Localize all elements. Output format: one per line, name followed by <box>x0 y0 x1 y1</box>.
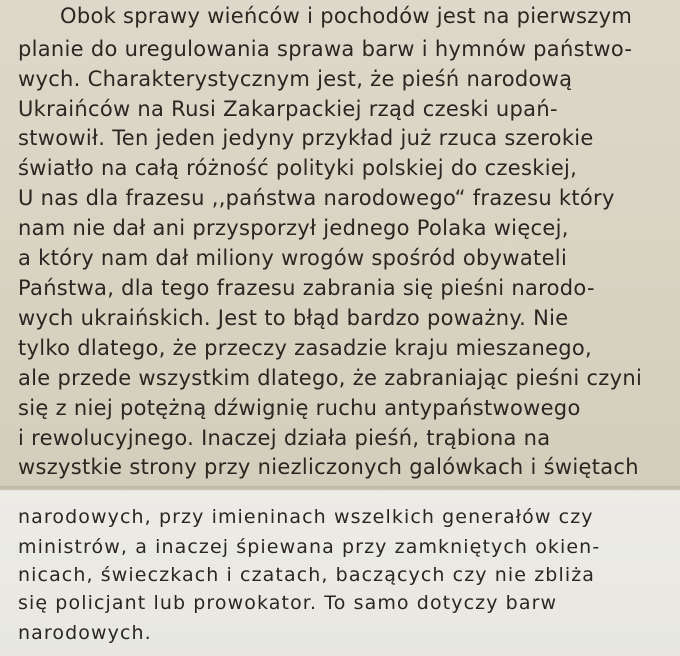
text-line: Ukraińców na Rusi Zakarpackiej rząd czeski upań- <box>18 97 558 121</box>
text-line: narodowych. <box>18 622 152 644</box>
text-line: ale przede wszystkim dlatego, że zabraniając pieśni czyni <box>18 366 643 390</box>
text-line: i rewolucyjnego. Inaczej działa pieśń, trąbiona na <box>18 426 551 450</box>
text-line: U nas dla frazesu ,,państwa narodowego“ frazesu który <box>18 186 615 210</box>
text-line: wszystkie strony przy niezliczonych galówkach i świętach <box>18 455 639 479</box>
page-fold-shadow <box>0 486 680 492</box>
text-line: tylko dlatego, że przeczy zasadzie kraju mieszanego, <box>18 336 593 360</box>
text-line: wych ukraińskich. Jest to błąd bardzo poważny. Nie <box>18 306 569 330</box>
text-line: planie do uregulowania sprawa barw i hymnów państwo- <box>18 37 633 61</box>
text-line: się policjant lub prowokator. To samo dotyczy barw <box>18 592 558 614</box>
text-line: światło na całą różność polityki polskiej do czeskiej, <box>18 156 578 180</box>
text-line: narodowych, przy imieninach wszelkich generałów czy <box>18 506 594 528</box>
text-line: Państwa, dla tego frazesu zabrania się pieśni narodo- <box>18 276 595 300</box>
text-line: ministrów, a inaczej śpiewana przy zamkniętych okien- <box>18 536 601 558</box>
text-line: nicach, świeczkach i czatach, baczących czy nie zbliża <box>18 564 596 586</box>
text-line: stwowił. Ten jeden jedyny przykład już rzuca szerokie <box>18 126 594 150</box>
text-line: nam nie dał ani przysporzył jednego Polaka więcej, <box>18 216 569 240</box>
text-line: wych. Charakterystycznym jest, że pieśń narodową <box>18 67 573 91</box>
text-line: a który nam dał miliony wrogów spośród obywateli <box>18 246 568 270</box>
text-line: Obok sprawy wieńców i pochodów jest na pierwszym <box>60 4 633 28</box>
text-line: się z niej potężną dźwignię ruchu antypaństwowego <box>18 396 581 420</box>
